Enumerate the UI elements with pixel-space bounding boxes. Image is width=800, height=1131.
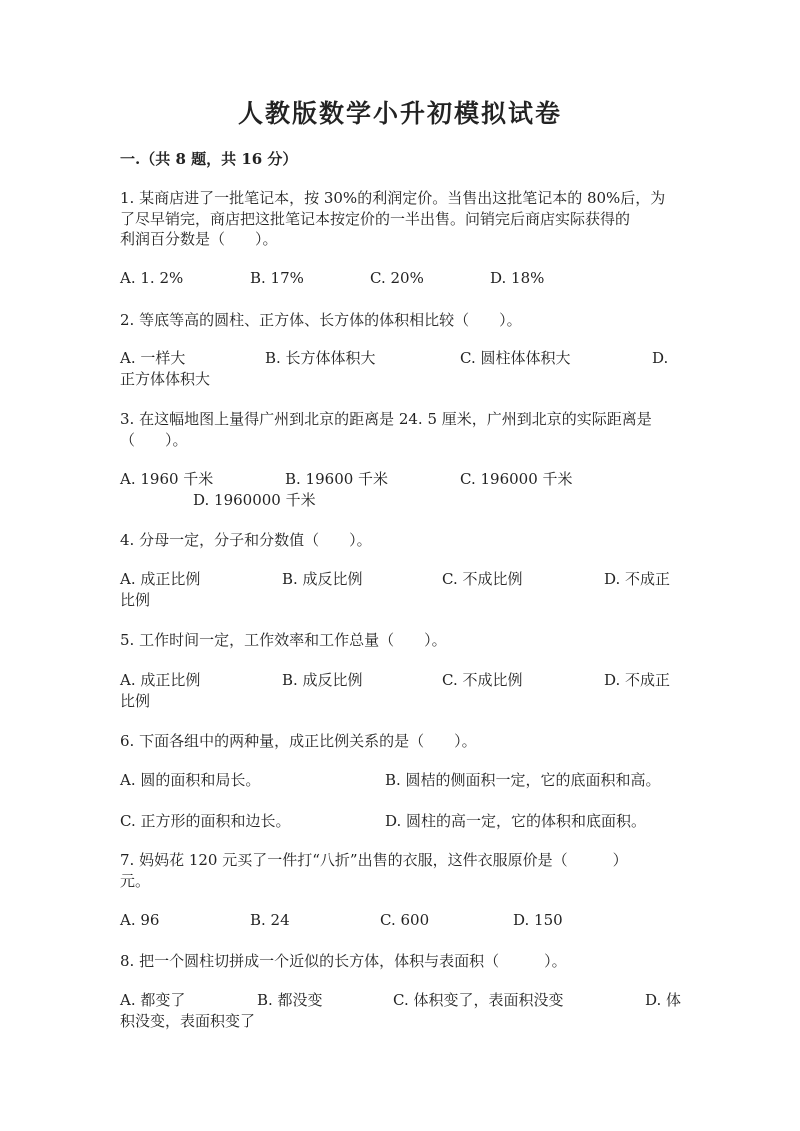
- option-a[interactable]: A. 1. 2%: [120, 269, 184, 287]
- stem-line: 4. 分母一定，分子和分数值（ ）。: [120, 531, 372, 549]
- option-a[interactable]: A. 成正比例: [120, 570, 201, 588]
- stem-line: （ ）。: [120, 430, 188, 449]
- option-d-continued: 比例: [120, 591, 151, 609]
- question-4-options: [120, 569, 680, 589]
- option-c[interactable]: C. 正方形的面积和边长。: [120, 812, 291, 830]
- option-d[interactable]: D. 不成正: [604, 671, 671, 689]
- option-a[interactable]: A. 都变了: [120, 991, 186, 1009]
- option-d[interactable]: D. 圆柱的高一定，它的体积和底面积。: [385, 812, 647, 830]
- option-d[interactable]: D. 18%: [490, 269, 545, 287]
- option-d-continued: 比例: [120, 692, 151, 710]
- question-4-stem: [120, 530, 685, 551]
- option-d[interactable]: D. 150: [513, 911, 563, 929]
- stem-line: 利润百分数是（ ）。: [120, 230, 278, 248]
- option-a[interactable]: A. 1960 千米: [120, 470, 214, 488]
- question-8-options: [120, 990, 680, 1010]
- option-a[interactable]: A. 96: [120, 911, 160, 929]
- question-1-options: [120, 268, 680, 288]
- stem-line: 1. 某商店进了一批笔记本，按 30%的利润定价。当售出这批笔记本的 80%后，为: [120, 189, 666, 207]
- option-b[interactable]: B. 都没变: [257, 991, 323, 1009]
- option-d-continued: 正方体体积大: [120, 370, 211, 388]
- stem-line: 7. 妈妈花 120 元买了一件打“八折”出售的衣服，这件衣服原价是（ ）: [120, 851, 628, 869]
- option-a[interactable]: A. 成正比例: [120, 671, 201, 689]
- option-c[interactable]: C. 600: [380, 911, 430, 929]
- stem-line: 2. 等底等高的圆柱、正方体、长方体的体积相比较（ ）。: [120, 311, 522, 329]
- question-6-options-row-1: [120, 770, 680, 790]
- question-6-stem: [120, 731, 685, 752]
- option-b[interactable]: B. 17%: [250, 269, 304, 287]
- question-1-stem: [120, 188, 685, 250]
- question-7-stem: [120, 850, 685, 891]
- option-b[interactable]: B. 24: [250, 911, 290, 929]
- question-2-stem: [120, 310, 685, 331]
- question-7-options: [120, 910, 680, 930]
- option-a[interactable]: A. 一样大: [120, 349, 186, 367]
- question-6-options-row-2: [120, 811, 680, 831]
- question-3-options: [120, 469, 680, 489]
- stem-line: 3. 在这幅地图上量得广州到北京的距离是 24. 5 厘米，广州到北京的实际距离是: [120, 410, 652, 428]
- option-b[interactable]: B. 成反比例: [282, 570, 363, 588]
- question-3-stem: [120, 409, 685, 450]
- option-b[interactable]: B. 成反比例: [282, 671, 363, 689]
- question-5-options: [120, 670, 680, 690]
- option-c[interactable]: C. 不成比例: [442, 570, 523, 588]
- stem-line: 了尽早销完，商店把这批笔记本按定价的一半出售。问销完后商店实际获得的: [120, 209, 631, 228]
- option-c[interactable]: C. 不成比例: [442, 671, 523, 689]
- option-c[interactable]: C. 圆柱体体积大: [460, 349, 571, 367]
- option-d[interactable]: D. 不成正: [604, 570, 671, 588]
- question-5-stem: [120, 630, 685, 651]
- option-d[interactable]: D. 体: [645, 991, 682, 1009]
- stem-line: 5. 工作时间一定，工作效率和工作总量（ ）。: [120, 631, 447, 649]
- option-d-continued: 积没变，表面积变了: [120, 1012, 256, 1030]
- question-2-options: [120, 348, 680, 368]
- option-b[interactable]: B. 圆桔的侧面积一定，它的底面积和高。: [385, 771, 661, 789]
- option-d[interactable]: D.: [652, 349, 669, 367]
- stem-line: 元。: [120, 871, 151, 890]
- option-b[interactable]: B. 19600 千米: [285, 470, 389, 488]
- option-c[interactable]: C. 196000 千米: [460, 470, 573, 488]
- section-heading: 一.（共 8 题，共 16 分）: [120, 150, 298, 168]
- stem-line: 8. 把一个圆柱切拼成一个近似的长方体，体积与表面积（ ）。: [120, 952, 567, 970]
- option-a[interactable]: A. 圆的面积和局长。: [120, 771, 261, 789]
- exam-title: 人教版数学小升初模拟试卷: [237, 99, 562, 128]
- option-b[interactable]: B. 长方体体积大: [265, 349, 376, 367]
- question-8-stem: [120, 951, 685, 972]
- option-c[interactable]: C. 20%: [370, 269, 424, 287]
- option-c[interactable]: C. 体积变了，表面积没变: [393, 991, 564, 1009]
- stem-line: 6. 下面各组中的两种量，成正比例关系的是（ ）。: [120, 732, 477, 750]
- option-d[interactable]: D. 1960000 千米: [193, 491, 316, 509]
